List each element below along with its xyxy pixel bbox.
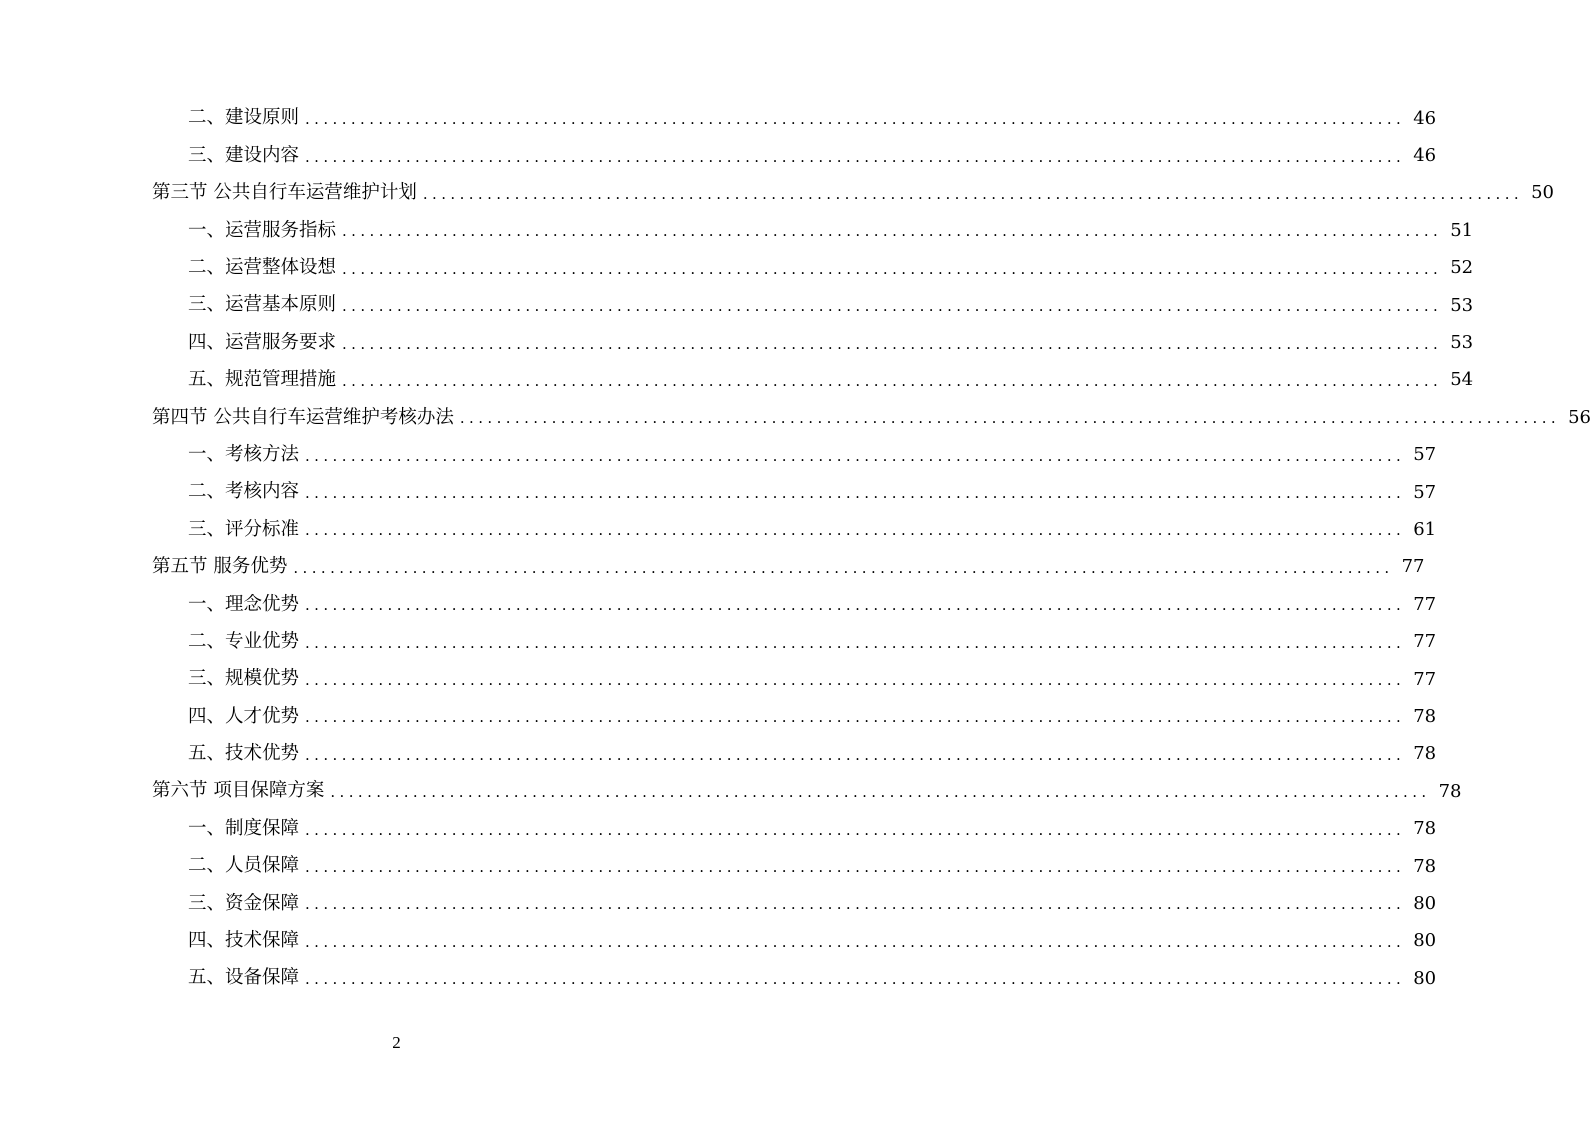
- toc-entry-label: 一、制度保障: [188, 817, 300, 839]
- toc-entry-page: 52: [1450, 257, 1474, 279]
- toc-entry[interactable]: [0, 923, 1437, 960]
- toc-entry-label: 四、运营服务要求: [188, 331, 337, 353]
- toc-dot-leader: ........................................................................................................................: [342, 222, 1443, 241]
- toc-section-entry[interactable]: [0, 773, 1462, 810]
- toc-dot-leader: ........................................................................................................................: [342, 371, 1443, 390]
- toc-entry[interactable]: [0, 437, 1437, 474]
- toc-section-entry[interactable]: [0, 549, 1425, 586]
- toc-entry[interactable]: [0, 698, 1437, 735]
- toc-entry-label: 二、运营整体设想: [188, 257, 337, 278]
- toc-entry-page: 77: [1413, 631, 1437, 653]
- toc-entry-label: 四、技术保障: [188, 930, 300, 952]
- toc-entry-page: 53: [1450, 332, 1474, 354]
- toc-entry-label: 四、人才优势: [188, 705, 300, 727]
- table-of-contents: [0, 100, 1591, 997]
- toc-entry[interactable]: [0, 137, 1437, 174]
- toc-dot-leader: ........................................................................................................................: [342, 297, 1443, 316]
- toc-entry-label: 三、规模优势: [188, 668, 300, 690]
- toc-dot-leader: ........................................................................................................................: [305, 671, 1406, 690]
- toc-entry-label: 二、建设原则: [188, 107, 300, 129]
- toc-dot-leader: ........................................................................................................................: [342, 334, 1443, 353]
- toc-dot-leader: ........................................................................................................................: [305, 820, 1406, 839]
- toc-entry[interactable]: [0, 736, 1437, 773]
- toc-dot-leader: ........................................................................................................................: [305, 484, 1406, 503]
- page-number: 2: [392, 1033, 401, 1052]
- toc-dot-leader: ........................................................................................................................: [305, 147, 1406, 166]
- toc-dot-leader: ........................................................................................................................: [305, 521, 1406, 540]
- toc-entry-label: 五、规范管理措施: [188, 369, 337, 391]
- toc-entry-label: 二、人员保障: [188, 855, 300, 877]
- toc-dot-leader: ........................................................................................................................: [342, 259, 1443, 278]
- toc-entry-page: 46: [1413, 107, 1437, 129]
- toc-entry-label: 五、设备保障: [188, 967, 300, 989]
- toc-entry-label: 一、运营服务指标: [188, 219, 337, 241]
- toc-entry-page: 50: [1531, 182, 1554, 204]
- toc-entry-page: 51: [1450, 219, 1474, 241]
- toc-entry-page: 78: [1413, 818, 1437, 840]
- toc-dot-leader: ........................................................................................................................: [305, 708, 1406, 727]
- toc-entry[interactable]: [0, 960, 1437, 997]
- toc-entry[interactable]: [0, 474, 1437, 511]
- toc-dot-leader: ........................................................................................................................: [330, 783, 1431, 802]
- toc-dot-leader: ........................................................................................................................: [459, 409, 1561, 428]
- toc-entry[interactable]: [0, 212, 1474, 249]
- toc-entry[interactable]: [0, 250, 1474, 287]
- toc-entry-page: 54: [1450, 369, 1474, 391]
- toc-entry[interactable]: [0, 885, 1437, 922]
- toc-entry-label: 三、资金保障: [188, 892, 300, 914]
- toc-dot-leader: ........................................................................................................................: [305, 745, 1406, 764]
- toc-entry-label: 一、考核方法: [188, 443, 300, 465]
- toc-dot-leader: ........................................................................................................................: [422, 184, 1524, 203]
- toc-dot-leader: ........................................................................................................................: [305, 858, 1406, 876]
- toc-dot-leader: ........................................................................................................................: [305, 970, 1406, 989]
- toc-entry-label: 三、运营基本原则: [188, 294, 337, 316]
- toc-entry-page: 53: [1450, 294, 1474, 316]
- toc-entry[interactable]: [0, 324, 1474, 361]
- toc-dot-leader: ........................................................................................................................: [305, 110, 1406, 129]
- toc-entry-label: 三、评分标准: [188, 518, 300, 540]
- toc-entry-page: 57: [1413, 444, 1437, 466]
- toc-dot-leader: ........................................................................................................................: [305, 446, 1406, 465]
- toc-entry-page: 78: [1438, 780, 1462, 802]
- toc-entry-page: 57: [1413, 481, 1437, 503]
- toc-entry-label: 二、专业优势: [188, 630, 300, 652]
- toc-section-entry[interactable]: [0, 399, 1591, 436]
- toc-entry-page: 77: [1401, 556, 1425, 578]
- toc-entry-label: 第三节 公共自行车运营维护计划: [152, 182, 417, 204]
- toc-entry-label: 三、建设内容: [188, 144, 300, 166]
- toc-dot-leader: ........................................................................................................................: [293, 558, 1394, 577]
- toc-section-entry[interactable]: [0, 175, 1554, 212]
- toc-entry[interactable]: [0, 661, 1437, 698]
- toc-dot-leader: ........................................................................................................................: [305, 895, 1406, 914]
- toc-entry-label: 五、技术优势: [188, 743, 300, 765]
- toc-entry-page: 78: [1413, 705, 1437, 727]
- toc-entry-page: 46: [1413, 145, 1437, 167]
- toc-entry-label: 一、理念优势: [188, 593, 300, 615]
- toc-entry-page: 80: [1413, 967, 1437, 989]
- toc-entry-label: 第五节 服务优势: [152, 556, 288, 578]
- toc-entry[interactable]: [0, 362, 1474, 399]
- toc-entry[interactable]: [0, 586, 1437, 623]
- toc-entry[interactable]: [0, 810, 1437, 847]
- toc-entry[interactable]: [0, 100, 1437, 137]
- toc-entry-label: 第四节 公共自行车运营维护考核办法: [152, 406, 454, 428]
- toc-dot-leader: ........................................................................................................................: [305, 932, 1406, 951]
- toc-entry-label: 二、考核内容: [188, 481, 300, 503]
- toc-entry-page: 77: [1413, 593, 1437, 615]
- toc-entry[interactable]: [0, 287, 1474, 324]
- toc-entry[interactable]: [0, 848, 1437, 885]
- toc-entry-page: 78: [1413, 743, 1437, 765]
- toc-entry-page: 61: [1413, 518, 1437, 540]
- toc-entry-page: 78: [1413, 855, 1437, 877]
- toc-entry-page: 77: [1413, 668, 1437, 690]
- toc-dot-leader: ........................................................................................................................: [305, 596, 1406, 615]
- toc-entry[interactable]: [0, 511, 1437, 548]
- toc-entry-label: 第六节 项目保障方案: [152, 780, 325, 802]
- toc-entry-page: 80: [1413, 892, 1437, 914]
- toc-entry-page: 56: [1568, 406, 1591, 428]
- toc-entry[interactable]: [0, 623, 1437, 660]
- toc-entry-page: 80: [1413, 930, 1437, 952]
- toc-dot-leader: ........................................................................................................................: [305, 633, 1406, 652]
